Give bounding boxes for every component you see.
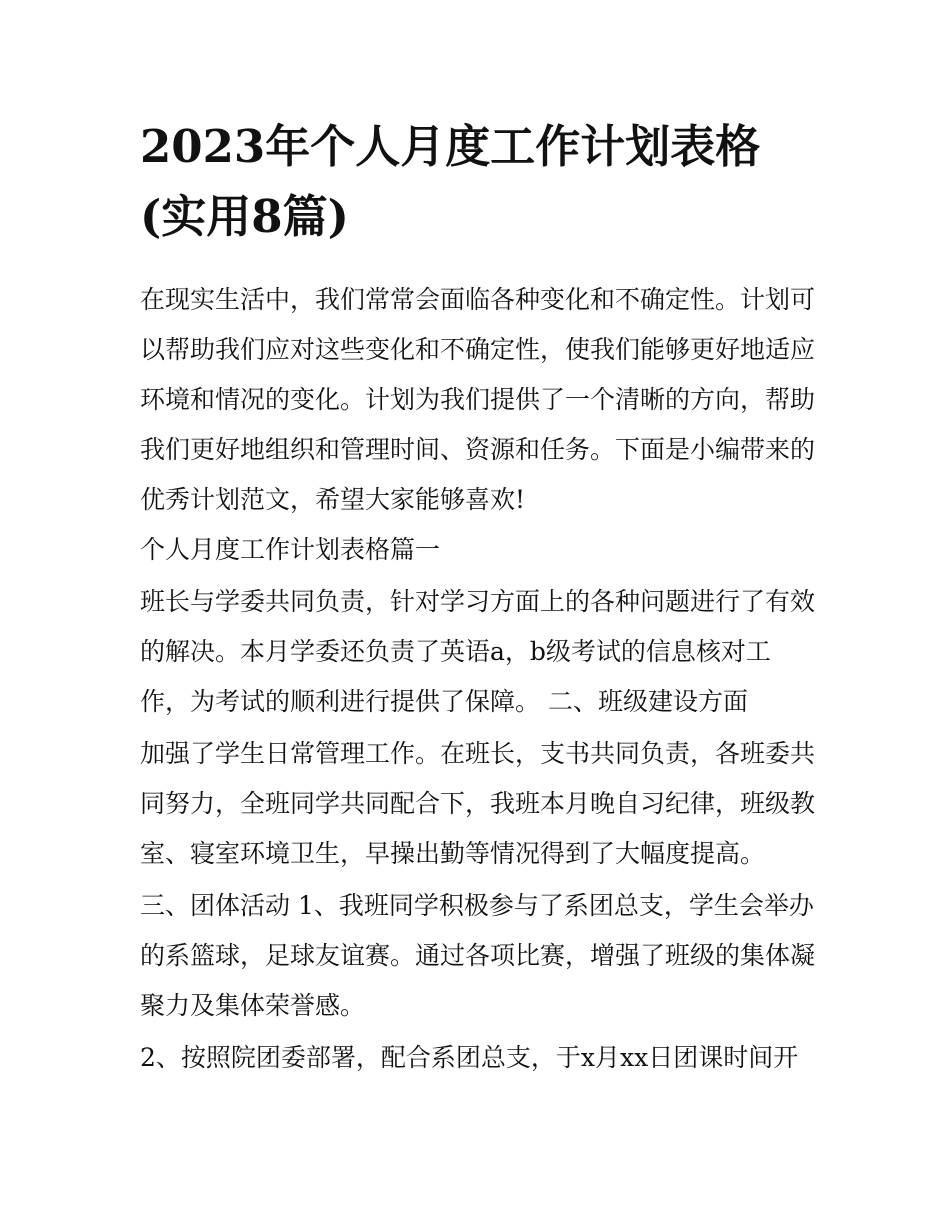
intro-line-4: 我们更好地组织和管理时间、资源和任务。下面是小编带来的: [140, 435, 816, 464]
body-line-5: 同努力，全班同学共同配合下，我班本月晚自习纪律，班级教: [140, 789, 816, 818]
intro-line-1: 在现实生活中，我们常常会面临各种变化和不确定性。计划可: [140, 285, 816, 314]
body-line-2: 的解决。本月学委还负责了英语a，b级考试的信息核对工: [140, 637, 771, 666]
body-line-9: 聚力及集体荣誉感。: [140, 991, 366, 1020]
body-line-8: 的系篮球，足球友谊赛。通过各项比赛，增强了班级的集体凝: [140, 941, 816, 970]
body-line-10: 2、按照院团委部署，配合系团总支，于x月xx日团课时间开: [140, 1043, 799, 1072]
intro-line-2: 以帮助我们应对这些变化和不确定性，使我们能够更好地适应: [140, 335, 816, 364]
body-line-6: 室、寝室环境卫生，早操出勤等情况得到了大幅度提高。: [140, 839, 766, 868]
title-line-1: 2023年个人月度工作计划表格: [140, 120, 761, 173]
intro-line-5: 优秀计划范文，希望大家能够喜欢!: [140, 485, 526, 514]
body-line-1: 班长与学委共同负责，针对学习方面上的各种问题进行了有效: [140, 587, 816, 616]
document-title: [140, 112, 820, 252]
body-line-3: 作，为考试的顺利进行提供了保障。 二、班级建设方面: [140, 687, 748, 716]
intro-line-3: 环境和情况的变化。计划为我们提供了一个清晰的方向，帮助: [140, 385, 816, 414]
body-line-4: 加强了学生日常管理工作。在班长，支书共同负责，各班委共: [140, 739, 816, 768]
body-line-7: 三、团体活动 1、我班同学积极参与了系团总支，学生会举办: [140, 891, 814, 920]
section-heading: 个人月度工作计划表格篇一: [140, 535, 441, 564]
title-line-2: (实用8篇): [140, 190, 349, 243]
